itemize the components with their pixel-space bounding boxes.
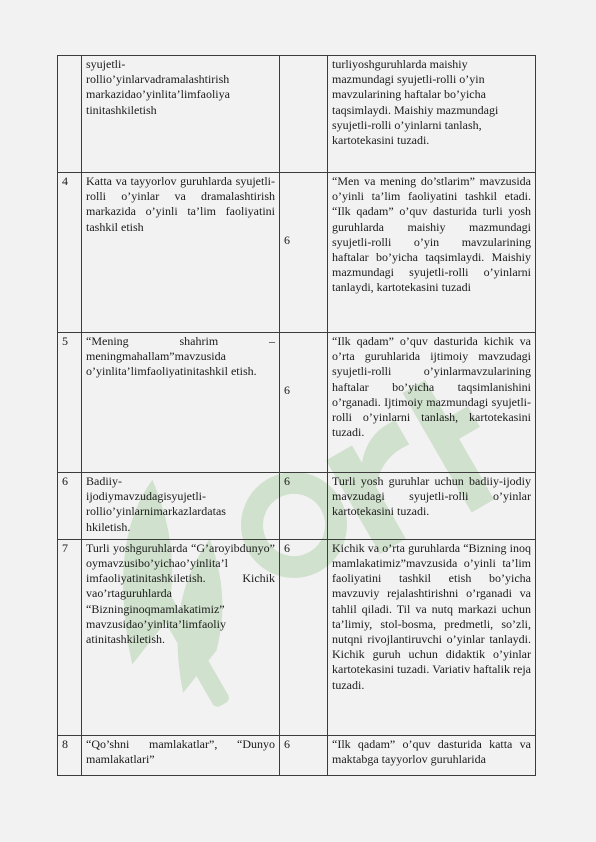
topic-cell: Katta va tayyorlov guruhlarda syujetli-rolli o’yinlar va dramalashtirish markazida o’yinli ta’lim faoliyatini tashkil etish [82,173,280,333]
row-number: 5 [58,333,82,473]
row-number: 7 [58,539,82,735]
hours-cell: 6 [280,735,328,775]
hours-cell [280,56,328,173]
hours-cell: 6 [280,173,328,333]
curriculum-table [57,55,536,776]
description-cell: turliyoshguruhlarda maishiy mazmundagi syujetli-rolli o’yin mavzularining haftalar bo’yicha taqsimlaydi. Maishiy mazmundagi syujetli-rolli o’yinlarni tanlash, kartotekasini tuzadi. [328,56,536,173]
row-number: 6 [58,473,82,540]
topic-cell: “Qo’shni mamlakatlar”, “Dunyo mamlakatlari” [82,735,280,775]
topic-cell: “Mening shahrim – meningmahallam”mavzusida o’yinlita’limfaoliyatinitashkil etish. [82,333,280,473]
description-cell: “Ilk qadam” o’quv dasturida kichik va o’rta guruhlarida ijtimoiy mavzudagi syujetli-rolli o’yinlarmavzularining haftalar bo’yicha taqsimlanishini o’rganadi. Ijtimoiy mazmundagi syujetli-rolli o’yinlarni tanlash, kartotekasini tuzadi. [328,333,536,473]
description-cell: Kichik va o’rta guruhlarda “Bizning inoq mamlakatimiz”mavzusida o’yinli ta’lim faoliyatini tashkil etish bo’yicha mavzuviy rejalashtirishni o’rganadi va tahlil qiladi. Til va nutq markazi uchun ta’limiy, stol-bosma, predmetli, so’zli, nutqni rivojlantiruvchi o’yinlar tanlaydi. Kichik guruh uchun didaktik o’yinlar kartotekasini tuzadi. Variativ haftalik reja tuzadi. [328,539,536,735]
row-number: 4 [58,173,82,333]
table-row [58,735,536,775]
table-row [58,56,536,173]
hours-cell: 6 [280,473,328,540]
table-row [58,473,536,540]
topic-cell: Turli yoshguruhlarda “G’aroyibdunyo” oymavzusibo’yichao’yinlita’l imfaoliyatinitashkiletish. Kichik vao’rtaguruhlarda “Bizninginoqmamlakatimiz” mavzusidao’yinlita’limfaoliy atinitashkiletish. [82,539,280,735]
topic-cell: syujetli- rollio’yinlarvadramalashtirish markazidao’yinlita’limfaoliya tinitashkiletish [82,56,280,173]
table-row [58,539,536,735]
description-cell: “Ilk qadam” o’quv dasturida katta va maktabga tayyorlov guruhlarida [328,735,536,775]
table-row [58,333,536,473]
description-cell: “Men va mening do’stlarim” mavzusida o’yinli ta’lim faoliyatini tashkil etadi. “Ilk qadam” o’quv dasturida turli yosh guruhlarda maishiy mazmundagi syujetli-rolli o’yin mavzularining haftalar bo’yicha taqsimlaydi. Maishiy mazmundagi syujetli-rolli o’yinlarni tanlaydi, kartotekasini tuzadi [328,173,536,333]
hours-cell: 6 [280,333,328,473]
hours-cell: 6 [280,539,328,735]
row-number: 8 [58,735,82,775]
topic-cell: Badiiy- ijodiymavzudagisyujetli- rollio’yinlarnimarkazlardatas hkiletish. [82,473,280,540]
description-cell: Turli yosh guruhlar uchun badiiy-ijodiy mavzudagi syujetli-rolli o’yinlar kartotekasini tuzadi. [328,473,536,540]
table-row [58,173,536,333]
row-number [58,56,82,173]
